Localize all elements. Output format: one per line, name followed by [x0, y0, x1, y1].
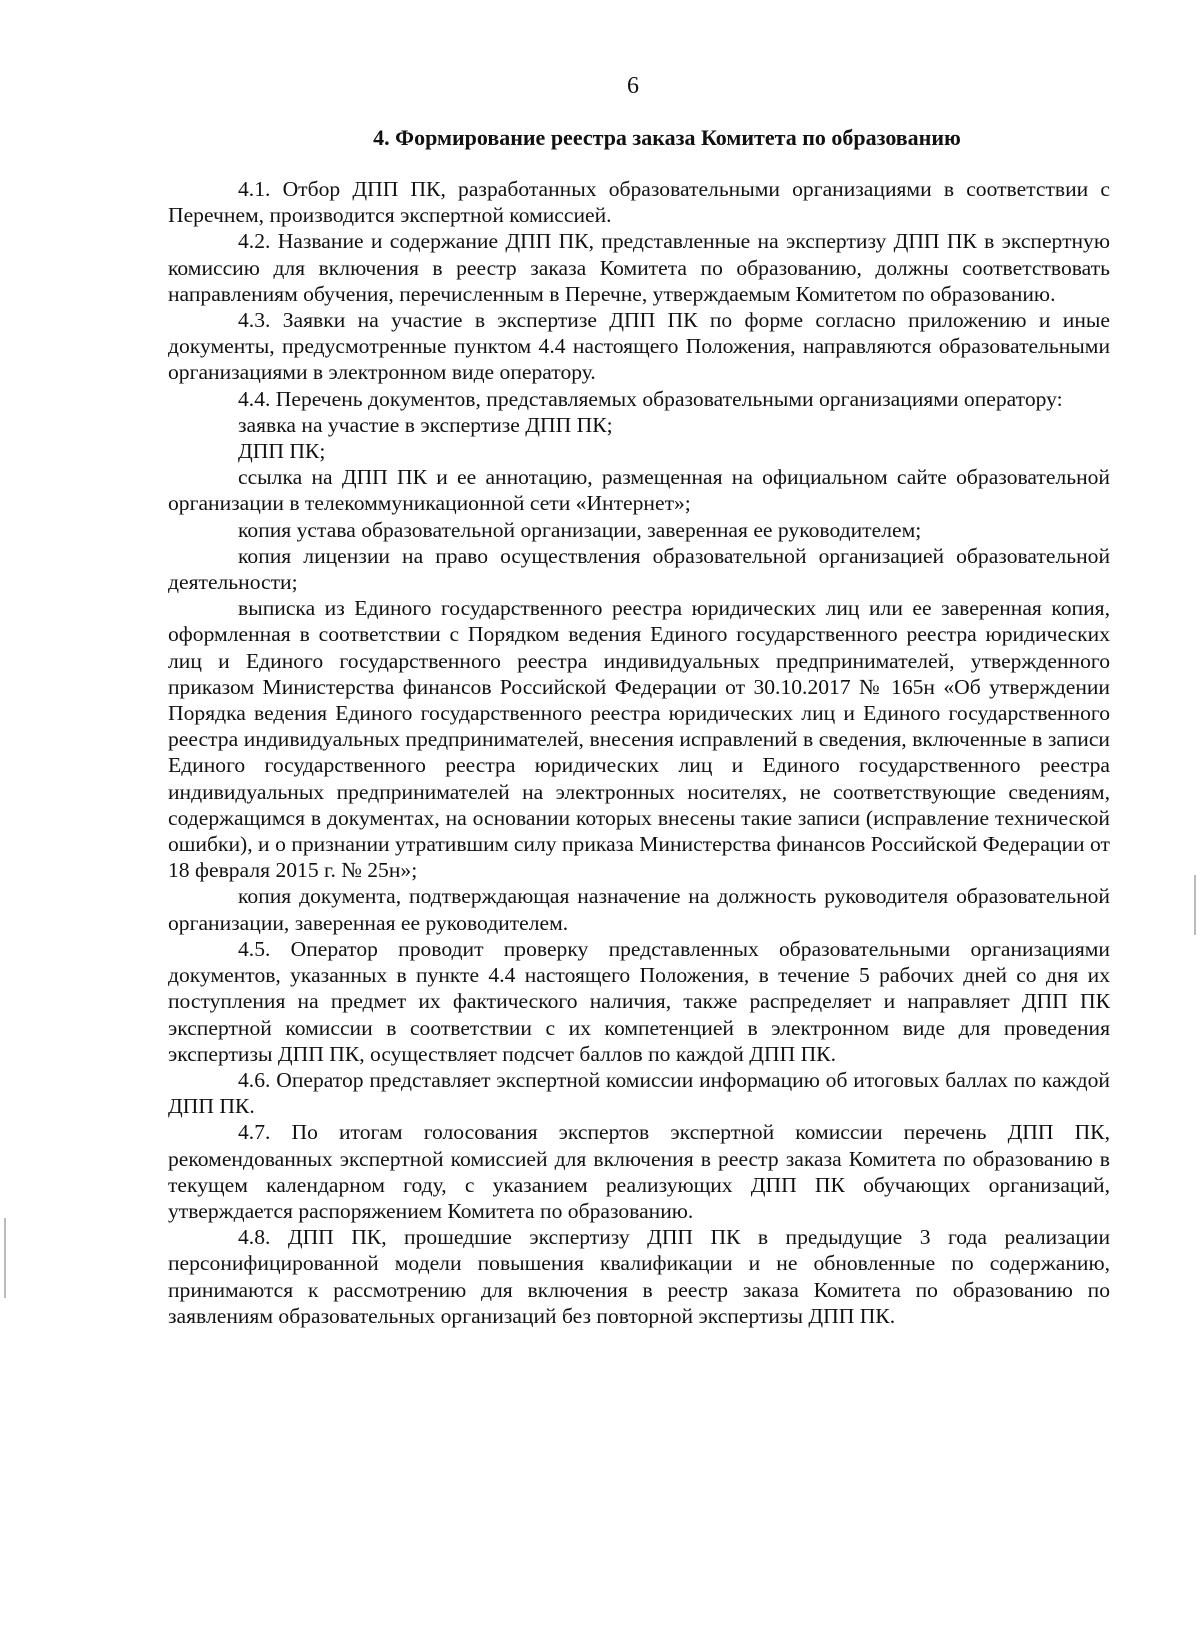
list-item-application: заявка на участие в экспертизе ДПП ПК;	[238, 412, 613, 437]
section-body	[168, 176, 1110, 1329]
paragraph-4-3: 4.3. Заявки на участие в экспертизе ДПП ПК по форме согласно приложению и иные документы, предусмотренные пунктом 4.4 настоящего Положения, направляются образовательными организациями в электронном виде оператору.	[168, 308, 1110, 385]
paragraph-4-6: 4.6. Оператор представляет экспертной комиссии информацию об итоговых баллах по каждой ДПП ПК.	[168, 1067, 1110, 1119]
list-item-charter: копия устава образовательной организации, заверенная ее руководителем;	[238, 517, 922, 542]
scan-margin-mark-left	[4, 1218, 6, 1298]
scan-margin-mark-right	[1194, 875, 1196, 935]
paragraph-4-2: 4.2. Название и содержание ДПП ПК, представленные на экспертизу ДПП ПК в экспертную комиссию для включения в реестр заказа Комитета по образованию, должны соответствовать направлениям обучения, перечисленным в Перечне, утверждаемым Комитетом по образованию.	[168, 229, 1110, 306]
list-item-appointment: копия документа, подтверждающая назначение на должность руководителя образовательной организации, заверенная ее руководителем.	[168, 884, 1110, 935]
list-item-dpp: ДПП ПК;	[238, 439, 326, 464]
paragraph-4-5: 4.5. Оператор проводит проверку представленных образовательными организациями документов, указанных в пункте 4.4 настоящего Положения, в течение 5 рабочих дней со дня их поступления на предмет их фактического наличия, также распределяет и направляет ДПП ПК экспертной комиссии в соответствии с их компетенцией в электронном виде для проведения экспертизы ДПП ПК, осуществляет подсчет баллов по каждой ДПП ПК.	[168, 936, 1110, 1066]
page-number: 6	[627, 73, 639, 99]
section-title: 4. Формирование реестра заказа Комитета по образованию	[373, 125, 961, 150]
paragraph-4-7: 4.7. По итогам голосования экспертов экспертной комиссии перечень ДПП ПК, рекомендованных экспертной комиссией для включения в реестр заказа Комитета по образованию в текущем календарном году, с указанием реализующих ДПП ПК обучающих организаций, утверждается распоряжением Комитета по образованию.	[168, 1120, 1110, 1223]
paragraph-4-1: 4.1. Отбор ДПП ПК, разработанных образовательными организациями в соответствии с Перечнем, производится экспертной комиссией.	[168, 177, 1110, 228]
paragraph-4-8: 4.8. ДПП ПК, прошедшие экспертизу ДПП ПК в предыдущие 3 года реализации персонифицированной модели повышения квалификации и не обновленные по содержанию, принимаются к рассмотрению для включения в реестр заказа Комитета по образованию по заявлениям образовательных организаций без повторной экспертизы ДПП ПК.	[168, 1225, 1110, 1328]
list-item-register-extract: выписка из Единого государственного реестра юридических лиц или ее заверенная копия, оформленная в соответствии с Порядком ведения Единого государственного реестра юридических лиц и Единого государственного реестра индивидуальных предпринимателей, утвержденного приказом Министерства финансов Российской Федерации от 30.10.2017 № 165н «Об утверждении Порядка ведения Единого государственного реестра юридических лиц и Единого государственного реестра индивидуальных предпринимателей, внесения исправлений в сведения, включенные в записи Единого государственного реестра юридических лиц и Единого государственного реестра индивидуальных предпринимателей на электронных носителях, не соответствующие сведениям, содержащимся в документах, на основании которых внесены такие записи (исправление технической ошибки), и о признании утратившим силу приказа Министерства финансов Российской Федерации от 18 февраля 2015 г. № 25н»;	[168, 596, 1110, 883]
list-item-link: ссылка на ДПП ПК и ее аннотацию, размещенная на официальном сайте образовательной организации в телекоммуникационной сети «Интернет»;	[168, 465, 1110, 516]
paragraph-4-4: 4.4. Перечень документов, представляемых образовательными организациями оператору:	[238, 386, 1063, 411]
list-item-license: копия лицензии на право осуществления образовательной организацией образовательной деятельности;	[168, 543, 1110, 595]
